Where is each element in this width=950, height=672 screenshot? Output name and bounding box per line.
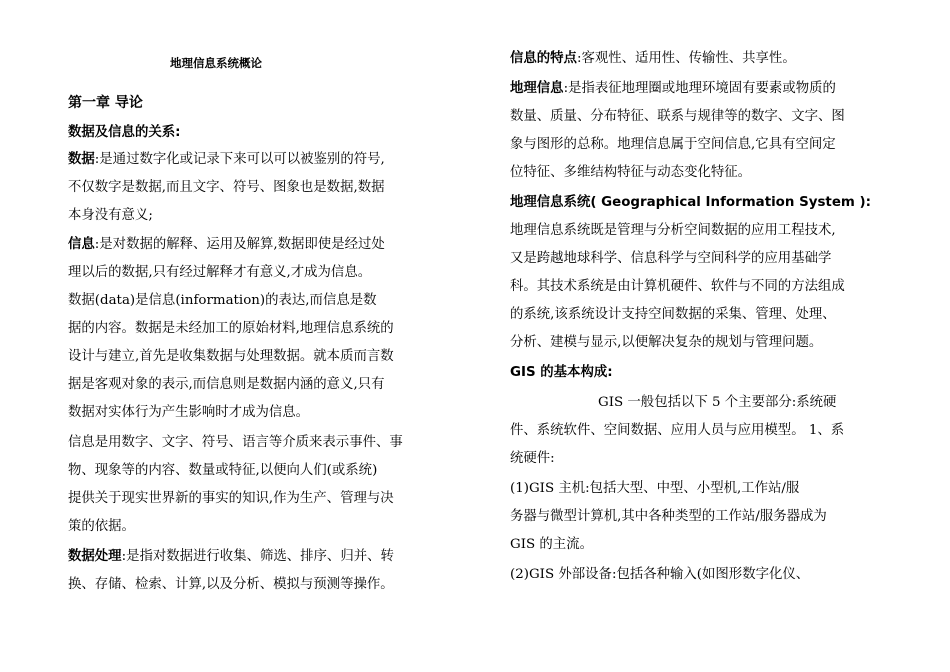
info-term: 信息 <box>68 237 95 252</box>
info-definition-line-2: 理以后的数据,只有经过解释才有意义,才成为信息。 <box>68 265 372 280</box>
geo-info-line-3: 象与图形的总称。地理信息属于空间信息,它具有空间定 <box>510 137 836 152</box>
gis-basic-line-2: 件、系统软件、空间数据、应用人员与应用模型。 1、系 <box>510 423 845 438</box>
info-paragraph-line-4: 策的依据。 <box>68 519 135 534</box>
geo-info-line-4: 位特征、多维结构特征与动态变化特征。 <box>510 165 752 180</box>
data-definition-line-2: 不仅数字是数据,而且文字、符号、图象也是数据,数据 <box>68 180 385 195</box>
info-paragraph-line-3: 提供关于现实世界新的事实的知识,作为生产、管理与决 <box>68 491 394 506</box>
geo-info-line-1 <box>510 80 836 98</box>
data-definition-line-3: 本身没有意义; <box>68 208 153 223</box>
data-info-paragraph-line-3: 设计与建立,首先是收集数据与处理数据。就本质而言数 <box>68 349 394 364</box>
gis-peripheral-line: (2)GIS 外部设备:包括各种输入(如图形数字化仪、 <box>510 567 810 582</box>
gis-host-line-3: GIS 的主流。 <box>510 537 593 552</box>
info-features-text: :客观性、适用性、传输性、共享性。 <box>576 51 796 66</box>
processing-definition-line-1 <box>68 548 394 566</box>
gis-host-line-2: 务器与微型计算机,其中各种类型的工作站/服务器成为 <box>510 509 827 524</box>
info-definition-line-1 <box>68 236 385 254</box>
gis-text-line-2: 又是跨越地球科学、信息科学与空间科学的应用基础学 <box>510 251 832 266</box>
info-paragraph-line-2: 物、现象等的内容、数量或特征,以便向人们(或系统) <box>68 463 378 478</box>
data-info-paragraph-line-2: 据的内容。数据是未经加工的原始材料,地理信息系统的 <box>68 321 394 336</box>
processing-definition-line-2: 换、存储、检索、计算,以及分析、模拟与预测等操作。 <box>68 577 394 592</box>
info-definition-text: :是对数据的解释、运用及解算,数据即使是经过处 <box>94 237 385 252</box>
gis-text-line-4: 的系统,该系统设计支持空间数据的采集、管理、处理、 <box>510 307 836 322</box>
info-features-term: 信息的特点 <box>510 51 577 66</box>
relation-heading: 数据及信息的关系: <box>68 125 181 140</box>
data-info-paragraph-line-4: 据是客观对象的表示,而信息则是数据内涵的意义,只有 <box>68 377 385 392</box>
info-features-line <box>510 50 796 68</box>
data-definition-text: :是通过数字化或记录下来可以可以被鉴别的符号, <box>94 152 385 167</box>
gis-text-line-1: 地理信息系统既是管理与分析空间数据的应用工程技术, <box>510 223 836 238</box>
gis-basic-heading: GIS 的基本构成: <box>510 365 613 380</box>
document-title: 地理信息系统概论 <box>170 56 262 70</box>
geo-info-text: :是指表征地理圈或地理环境固有要素或物质的 <box>563 81 836 96</box>
geo-info-term: 地理信息 <box>510 81 564 96</box>
gis-text-line-5: 分析、建模与显示,以便解决复杂的规划与管理问题。 <box>510 335 823 350</box>
gis-basic-line-1: GIS 一般包括以下 5 个主要部分:系统硬 <box>598 395 837 410</box>
gis-heading: 地理信息系统( Geographical Information System ): <box>510 195 871 210</box>
gis-basic-line-3: 统硬件: <box>510 451 555 466</box>
data-term: 数据 <box>68 152 95 167</box>
geo-info-line-2: 数量、质量、分布特征、联系与规律等的数字、文字、图 <box>510 109 845 124</box>
processing-definition-text: :是指对数据进行收集、筛选、排序、归并、转 <box>121 549 394 564</box>
data-info-paragraph-line-1: 数据(data)是信息(information)的表达,而信息是数 <box>68 293 377 308</box>
gis-text-line-3: 科。其技术系统是由计算机硬件、软件与不同的方法组成 <box>510 279 845 294</box>
data-info-paragraph-line-5: 数据对实体行为产生影响时才成为信息。 <box>68 405 310 420</box>
gis-host-line-1: (1)GIS 主机:包括大型、中型、小型机,工作站/服 <box>510 481 800 496</box>
chapter-heading: 第一章 导论 <box>68 95 143 111</box>
data-definition-line-1 <box>68 151 385 169</box>
processing-term: 数据处理 <box>68 549 122 564</box>
info-paragraph-line-1: 信息是用数字、文字、符号、语言等介质来表示事件、事 <box>68 435 403 450</box>
